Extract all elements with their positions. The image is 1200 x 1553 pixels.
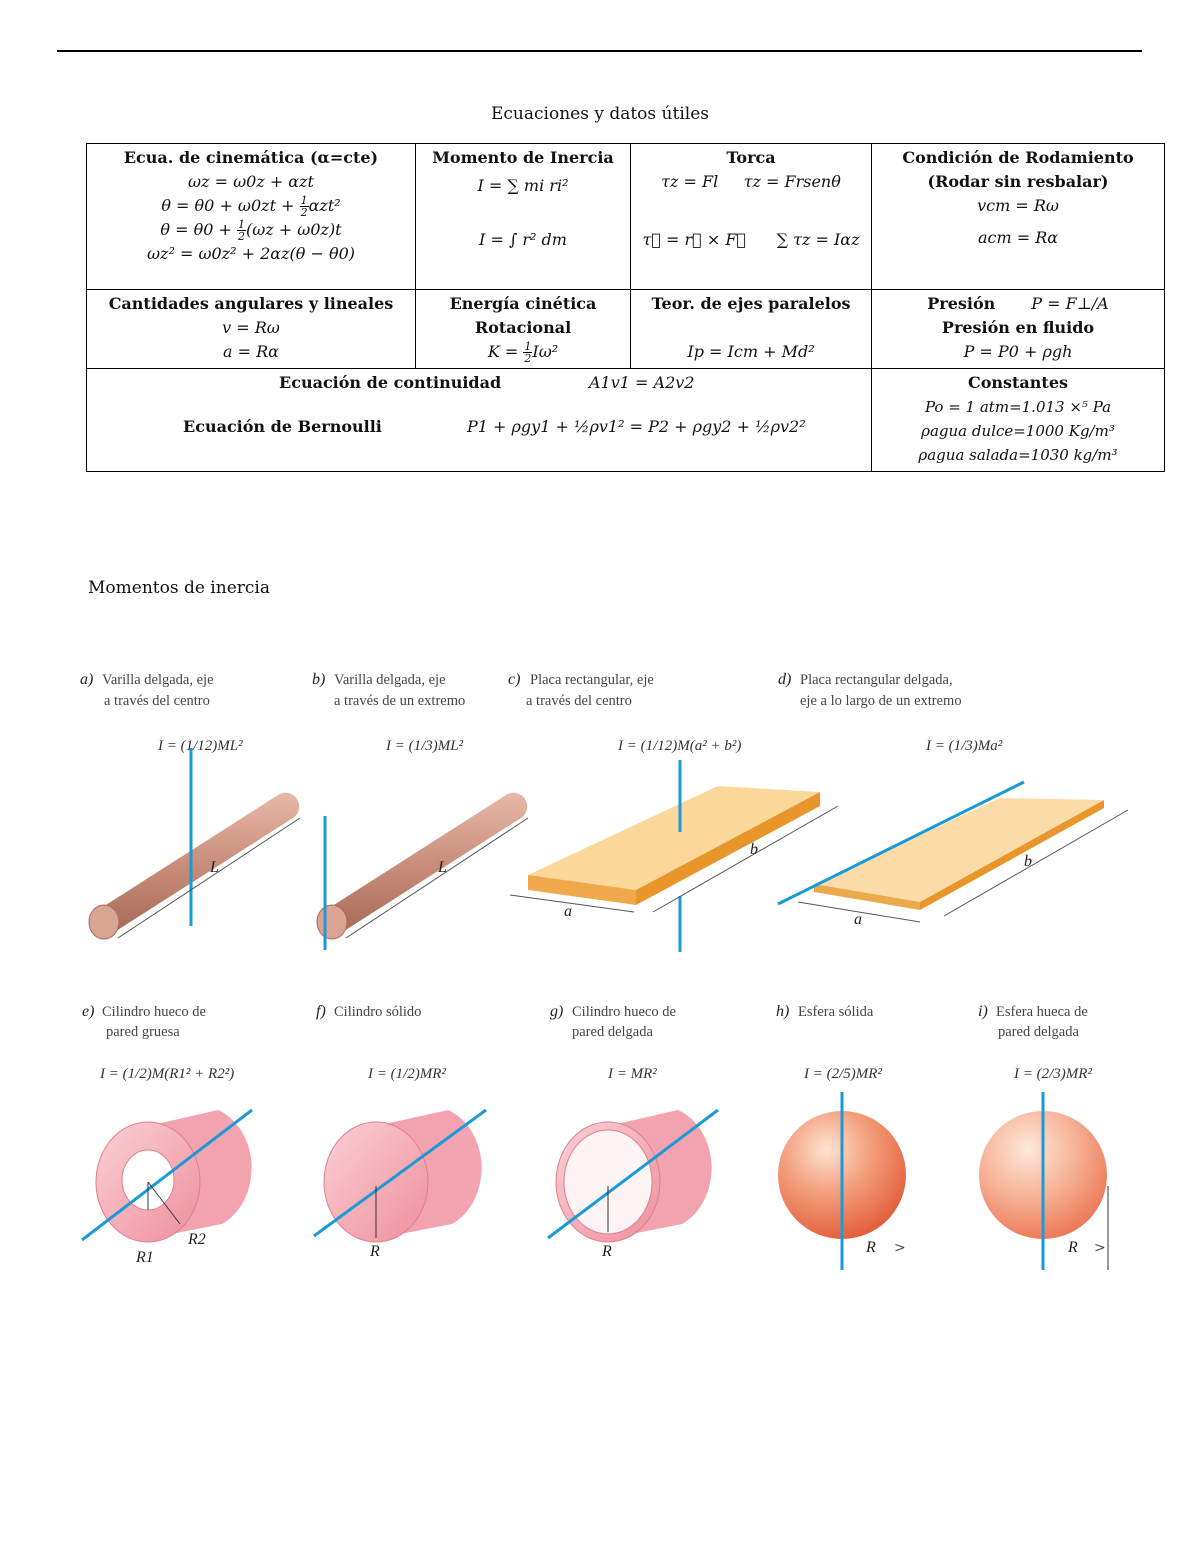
torque-cell [631,144,872,290]
pressure-eq1: P = F⊥/A [1031,294,1109,313]
constants-cell [872,369,1165,472]
pressure-eq2: P = P0 + ρgh [963,342,1073,361]
pressure-row [876,292,1160,316]
figure-f-r: R [370,1243,380,1260]
figure-c-letter: c) [508,671,521,688]
continuity-label: Ecuación de continuidad [279,373,502,392]
figure-a [80,671,300,939]
bernoulli-eq: P1 + ρgy1 + ½ρv1² = P2 + ρgy2 + ½ρv2² [467,417,806,436]
figure-g-line2: pared delgada [572,1024,653,1040]
kinematics-eq2: θ = θ0 + ω0zt + $\frac{1}{2}$ αzt² [161,194,341,219]
pressure-heading-2: Presión en fluido [941,318,1095,337]
inertia-heading: Momento de Inercia [432,148,614,167]
angular-linear-eq2: a = Rα [223,342,279,361]
figure-c [508,671,838,952]
dim-b-line [346,818,528,938]
figure-g-letter: g) [550,1003,564,1020]
figure-f-line1: Cilindro sólido [334,1004,422,1020]
figure-i-formula: I = (2/3)MR² [1014,1066,1092,1082]
figure-h-line1: Esfera sólida [798,1004,874,1020]
inertia-cell [416,144,631,290]
figure-e-r1: R1 [136,1249,154,1266]
kinematics-heading: Ecua. de cinemática (α=cte) [123,148,379,167]
constant-salt-water: ρagua salada=1030 kg/m³ [918,446,1118,464]
section-title: Momentos de inercia [88,578,270,598]
pressure-cell [872,290,1165,369]
figure-f [314,1003,486,1260]
figure-a-letter: a) [80,671,94,688]
angular-linear-cell [87,290,416,369]
figure-e-formula: I = (1/2)M(R1² + R2²) [100,1066,235,1082]
top-rule [57,50,1142,52]
figure-e-r2: R2 [188,1231,206,1248]
figure-b-line1: Varilla delgada, eje [334,672,446,688]
figure-d-dim-a: a [854,911,862,928]
figure-g [548,1003,718,1260]
rolling-heading: Condición de Rodamiento [902,148,1134,167]
constant-fresh-water: ρagua dulce=1000 Kg/m³ [921,422,1115,440]
kinetic-cell [416,290,631,369]
inertia-eq2: I = ∫ r² dm [479,230,567,249]
parallel-cell [631,290,872,369]
figure-b-formula: I = (1/3)ML² [386,738,464,754]
rod-a-body [98,793,299,933]
figure-g-line1: Cilindro hueco de [572,1004,676,1020]
kinetic-eq: K = $\frac{1}{2}$ Iω² [487,340,559,365]
rolling-cell [872,144,1165,290]
figure-d-letter: d) [778,671,792,688]
rolling-sub: (Rodar sin resbalar) [927,172,1109,191]
figure-d-formula: I = (1/3)Ma² [926,738,1003,754]
figure-i-r: R [1068,1239,1078,1256]
radius-h-arrow: > [894,1240,906,1256]
torque-eq2: τ⃗ = r⃗ × F⃗ ∑ τz = Iαz [642,230,860,249]
figure-h [776,1003,906,1270]
torque-eq1: τz = Fl τz = Frsenθ [661,172,841,191]
figure-h-r: R [866,1239,876,1256]
figure-b-line2: a través de un extremo [334,693,466,709]
figure-a-dim: L [210,859,219,876]
figure-h-formula: I = (2/5)MR² [804,1066,882,1082]
figure-d-line1: Placa rectangular delgada, [800,672,953,688]
parallel-heading: Teor. de ejes paralelos [651,294,851,313]
equations-table [86,143,1165,472]
figure-f-letter: f) [316,1003,326,1020]
kinematics-eq4: ωz² = ω0z² + 2αz(θ − θ0) [146,244,356,263]
figure-c-line1: Placa rectangular, eje [530,672,654,688]
figure-g-formula: I = MR² [608,1066,657,1082]
rod-a-end [89,905,119,939]
figure-e-line2: pared gruesa [106,1024,180,1040]
parallel-eq: Ip = Icm + Md² [687,342,815,361]
torque-heading: Torca [726,148,776,167]
figure-i-line2: pared delgada [998,1024,1079,1040]
figure-b [312,671,528,950]
bernoulli-label: Ecuación de Bernoulli [183,417,382,436]
figure-i [978,1003,1108,1270]
kinetic-heading-2: Rotacional [474,318,572,337]
constants-heading: Constantes [967,373,1068,392]
figure-f-formula: I = (1/2)MR² [368,1066,446,1082]
page-title: Ecuaciones y datos útiles [490,104,709,124]
continuity-eq: A1v1 = A2v2 [589,373,695,392]
figure-e-line1: Cilindro hueco de [102,1004,206,1020]
figure-d-line2: eje a lo largo de un extremo [800,693,962,709]
rod-b-body [326,793,527,933]
inertia-figures [78,640,1138,1280]
figure-a-line1: Varilla delgada, eje [102,672,214,688]
kinematics-eq3: θ = θ0 + $\frac{1}{2}$ (ωz + ω0z)t [160,218,342,243]
figure-e-letter: e) [82,1003,95,1020]
pressure-heading: Presión [927,294,996,313]
figure-d [778,671,1128,928]
figure-i-line1: Esfera hueca de [996,1004,1088,1020]
kinetic-heading-1: Energía cinética [449,294,597,313]
figure-e [82,1003,252,1266]
kinematics-eq1: ωz = ω0z + αzt [188,172,314,191]
dim-a-line [118,818,300,938]
angular-linear-heading: Cantidades angulares y lineales [108,294,394,313]
angular-linear-eq1: v = Rω [222,318,280,337]
figure-a-formula: I = (1/12)ML² [158,738,243,754]
inertia-eq1: I = ∑ mi ri² [477,176,569,195]
rolling-eq1: vcm = Rω [977,196,1059,215]
kinematics-cell [87,144,416,290]
figure-h-letter: h) [776,1003,790,1020]
figure-b-letter: b) [312,671,326,688]
figure-i-letter: i) [978,1003,988,1020]
figure-c-dim-a: a [564,903,572,920]
rod-b-end [317,905,347,939]
figure-c-line2: a través del centro [526,693,632,709]
radius-i-arrow: > [1094,1240,1106,1256]
figure-d-dim-b: b [1024,853,1032,870]
fluid-cell [87,369,872,472]
figure-g-r: R [602,1243,612,1260]
figure-b-dim: L [438,859,447,876]
figure-c-dim-b: b [750,841,758,858]
figure-c-formula: I = (1/12)M(a² + b²) [618,738,742,754]
figure-a-line2: a través del centro [104,693,210,709]
rolling-eq2: acm = Rα [977,228,1059,247]
constant-atm: Po = 1 atm=1.013 ×⁵ Pa [924,398,1112,416]
